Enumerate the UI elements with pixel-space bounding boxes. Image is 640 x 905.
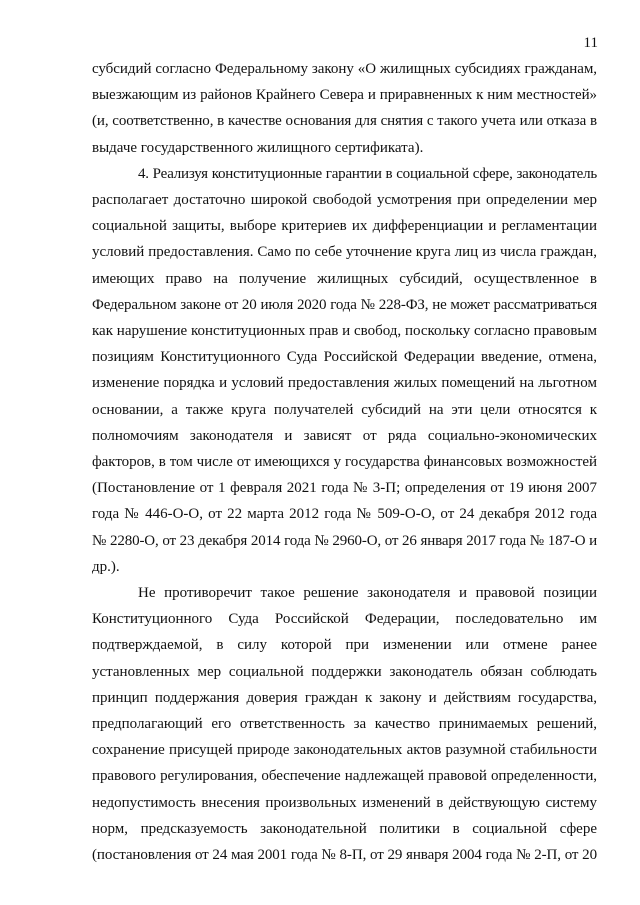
text-line: позициям Конституционного Суда Российской Федерации введение, отмена,	[92, 349, 597, 366]
text-line: подтверждаемой, в силу которой при изменении или отмене ранее	[92, 637, 597, 654]
text-line: 4. Реализуя конституционные гарантии в социальной сфере, законодатель	[138, 165, 597, 182]
text-line: Не противоречит такое решение законодателя и правовой позиции	[138, 585, 597, 602]
text-line: изменение порядка и условий предоставления жилых помещений на льготном	[92, 375, 597, 392]
text-line: Конституционного Суда Российской Федерации, последовательно им	[92, 611, 597, 628]
text-line: (и, соответственно, в качестве основания для снятия с такого учета или отказа в	[92, 113, 597, 130]
text-line: предполагающий его ответственность за качество принимаемых решений,	[92, 716, 597, 733]
text-line: сохранение присущей природе законодательных актов разумной стабильности	[92, 742, 597, 759]
text-line: принцип поддержания доверия граждан к закону и действиям государства,	[92, 689, 597, 706]
text-line: № 2280-О, от 23 декабря 2014 года № 2960-О, от 26 января 2017 года № 187-О и	[92, 532, 597, 549]
text-line: выезжающим из районов Крайнего Севера и приравненных к ним местностей»	[92, 87, 597, 104]
text-line: располагает достаточно широкой свободой усмотрения при определении мер	[92, 192, 597, 209]
text-line: (Постановление от 1 февраля 2021 года № 3-П; определения от 19 июня 2007	[92, 480, 597, 497]
document-body-text	[92, 56, 597, 868]
text-line: условий предоставления. Само по себе уточнение круга лиц из числа граждан,	[92, 244, 597, 261]
text-line: социальной защиты, выборе критериев их дифференциации и регламентации	[92, 218, 597, 235]
text-line: установленных мер социальной поддержки законодатель обязан соблюдать	[92, 663, 597, 680]
page-number: 11	[583, 35, 598, 51]
text-line: (постановления от 24 мая 2001 года № 8-П, от 29 января 2004 года № 2-П, от 20	[92, 847, 597, 864]
text-line: имеющих право на получение жилищных субсидий, осуществленное в	[92, 270, 597, 287]
text-line: как нарушение конституционных прав и свобод, поскольку согласно правовым	[92, 323, 597, 340]
text-line: выдаче государственного жилищного сертификата).	[92, 139, 424, 156]
text-line: субсидий согласно Федеральному закону «О жилищных субсидиях гражданам,	[92, 61, 597, 77]
text-line: др.).	[92, 558, 120, 575]
text-line: полномочиям законодателя и зависят от ряда социально-экономических	[92, 427, 597, 444]
text-line: года № 446-О-О, от 22 марта 2012 года № 509-О-О, от 24 декабря 2012 года	[92, 506, 597, 523]
text-line: недопустимость внесения произвольных изменений в действующую систему	[92, 794, 597, 811]
text-line: правового регулирования, обеспечение надлежащей правовой определенности,	[92, 768, 597, 785]
text-line: основании, а также круга получателей субсидий на эти цели относятся к	[92, 401, 597, 418]
text-line: факторов, в том числе от имеющихся у государства финансовых возможностей	[92, 454, 597, 471]
text-line: Федеральном законе от 20 июля 2020 года № 228-ФЗ, не может рассматриваться	[92, 296, 597, 313]
text-line: норм, предсказуемость законодательной политики в социальной сфере	[92, 820, 597, 837]
